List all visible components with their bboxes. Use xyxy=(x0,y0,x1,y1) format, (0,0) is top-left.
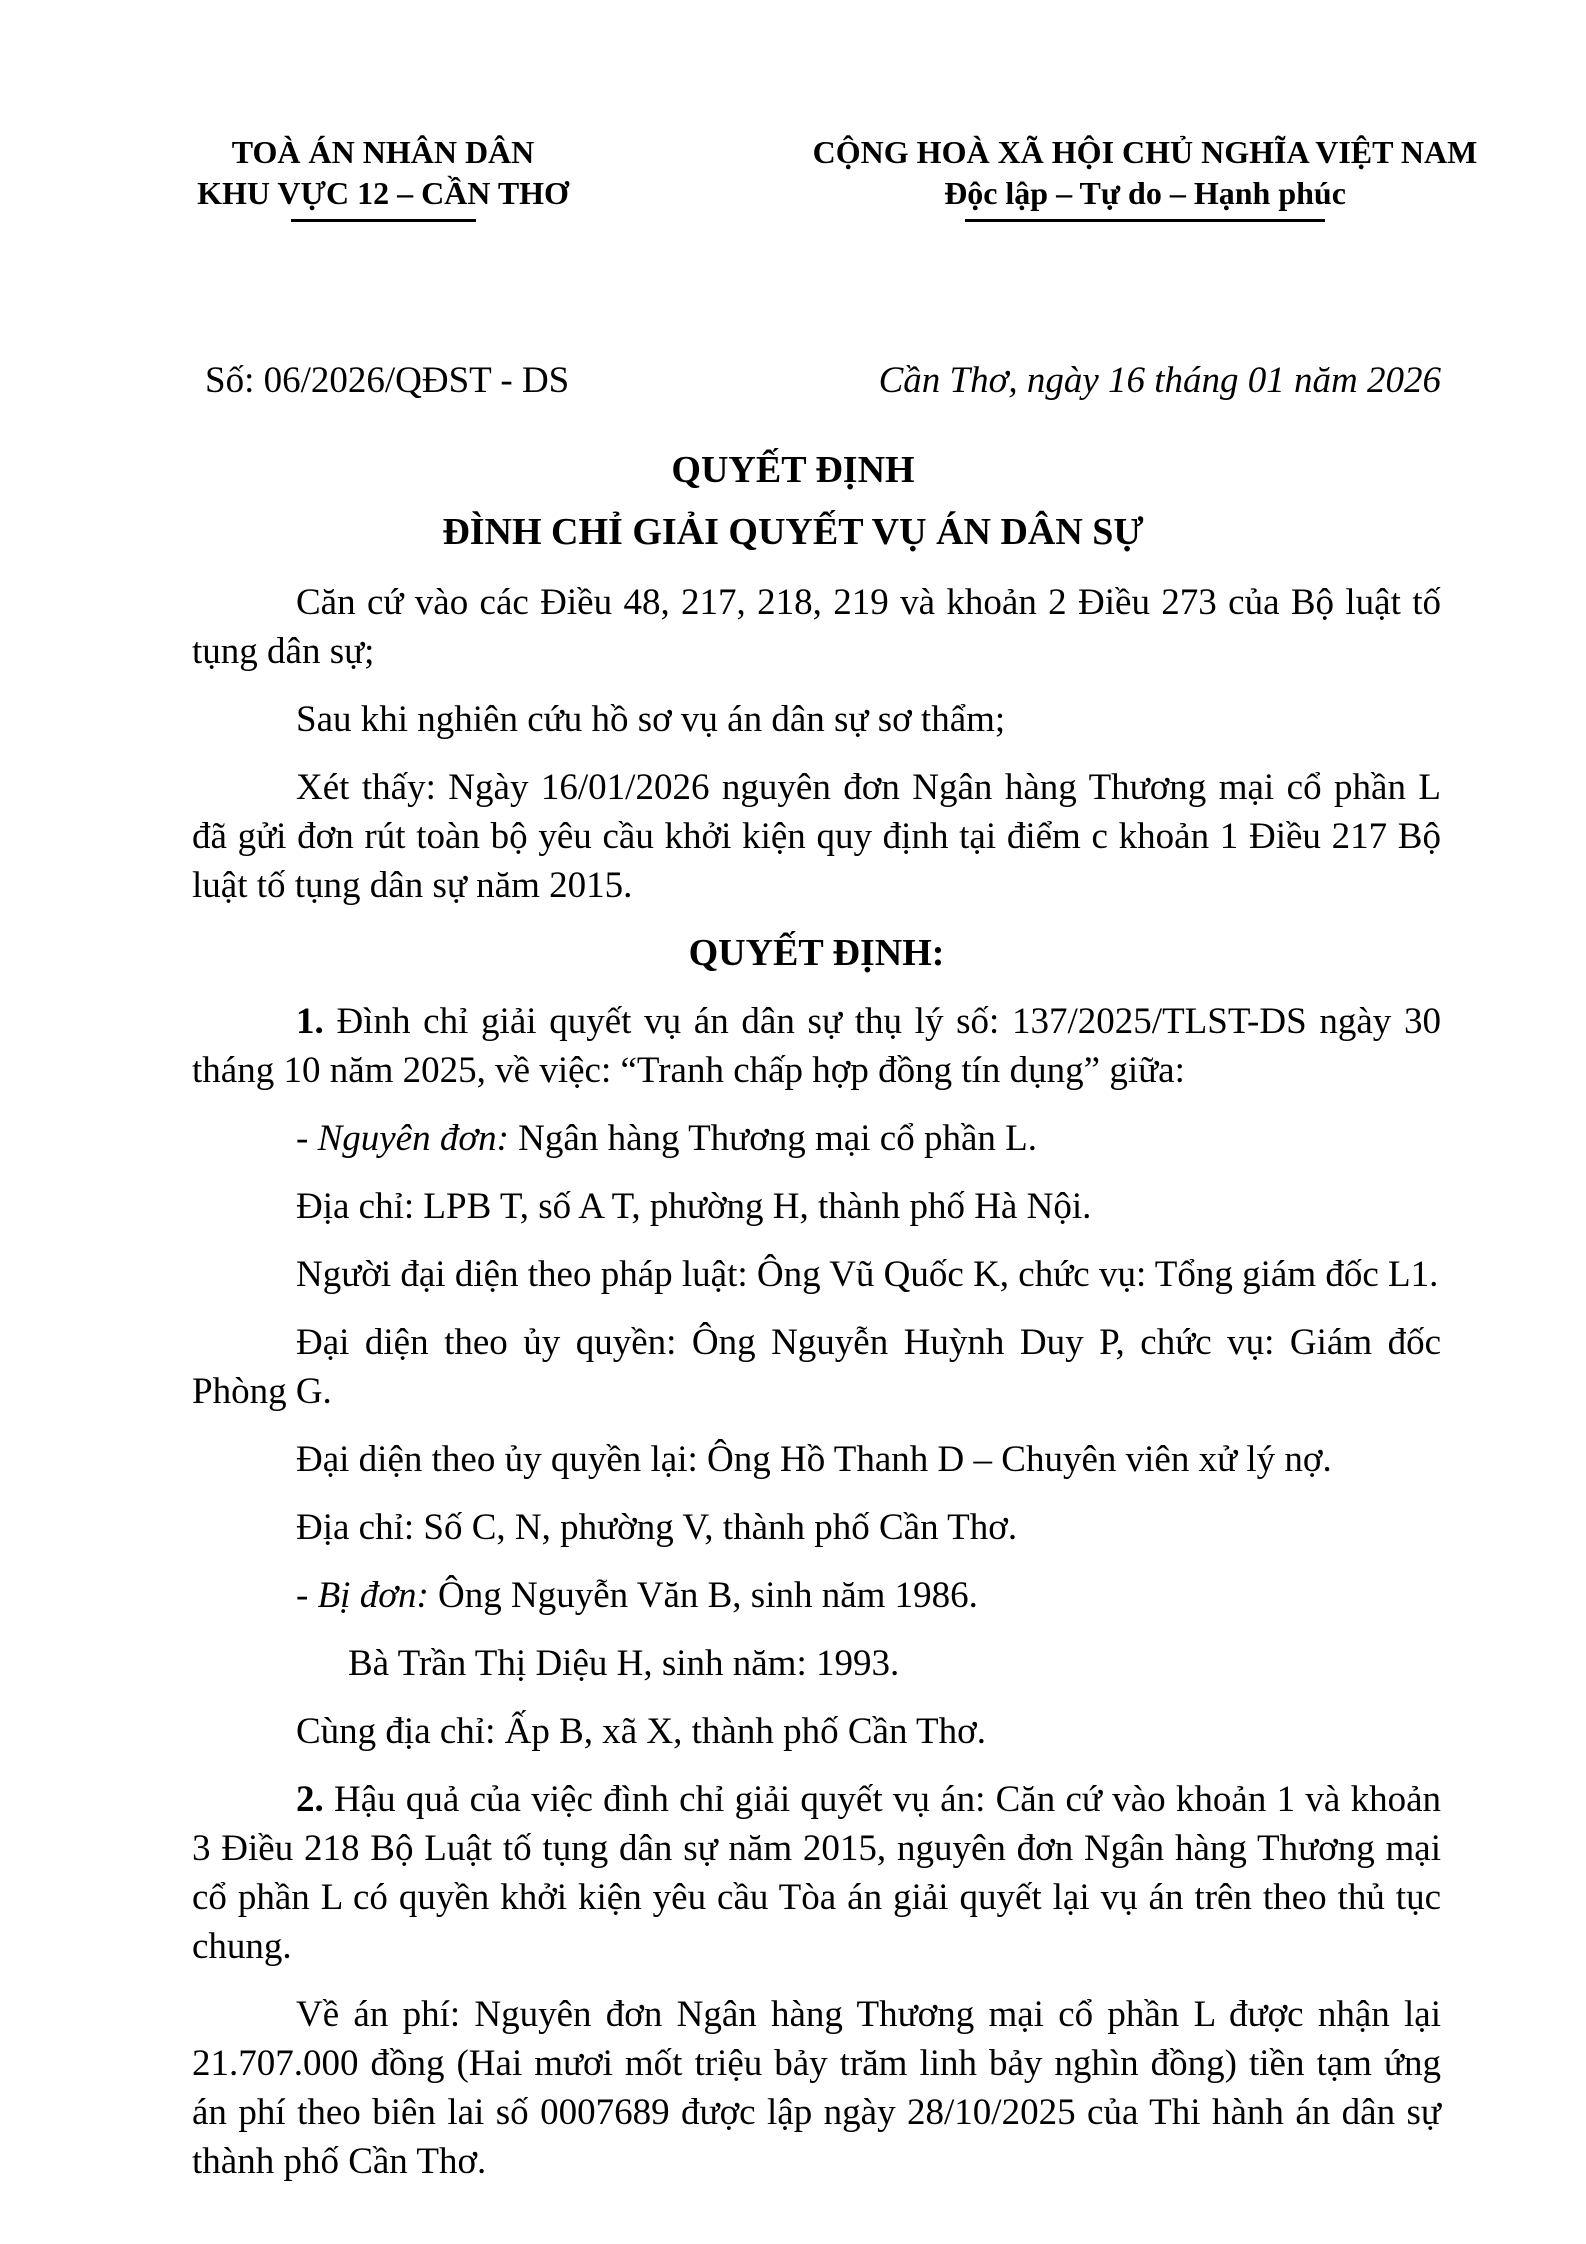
item-number: 1. xyxy=(296,1001,324,1042)
party-role-label: Bị đơn: xyxy=(317,1575,429,1616)
document-body xyxy=(192,578,1441,2186)
document-number: Số: 06/2026/QĐST - DS xyxy=(205,360,570,401)
document-header xyxy=(0,0,1586,292)
section-heading: QUYẾT ĐỊNH: xyxy=(688,932,945,974)
paragraph-text: Đại diện theo ủy quyền lại: Ông Hồ Thanh D – Chuyên viên xử lý nợ. xyxy=(296,1439,1332,1480)
decision-paragraph xyxy=(192,1503,1441,1552)
national-motto-line: Độc lập – Tự do – Hạnh phúc xyxy=(944,175,1346,211)
court-underline xyxy=(291,219,476,222)
decision-paragraph xyxy=(192,1182,1441,1231)
paragraph-text: Căn cứ vào các Điều 48, 217, 218, 219 và khoản 2 Điều 273 của Bộ luật tố tụng dân sự; xyxy=(192,582,1441,672)
decision-paragraph xyxy=(192,1435,1441,1484)
decision-paragraph xyxy=(192,997,1441,1095)
item-number: 2. xyxy=(296,1779,324,1820)
paragraph-text: Địa chỉ: Số C, N, phường V, thành phố Cần Thơ. xyxy=(296,1507,1018,1548)
paragraph-text: Đình chỉ giải quyết vụ án dân sự thụ lý số: 137/2025/TLST-DS ngày 30 tháng 10 năm 2025, về việc: “Tranh chấp hợp đồng tín dụng” giữa: xyxy=(192,1001,1441,1091)
decision-paragraph xyxy=(192,1990,1441,2186)
court-name-line2: KHU VỰC 12 – CẦN THƠ xyxy=(197,175,569,211)
decision-paragraph xyxy=(192,1775,1441,1971)
decision-paragraph xyxy=(192,1250,1441,1299)
paragraph-text: Ngân hàng Thương mại cổ phần L. xyxy=(508,1118,1037,1159)
decision-paragraph xyxy=(192,1707,1441,1756)
paragraph-text: Địa chỉ: LPB T, số A T, phường H, thành phố Hà Nội. xyxy=(296,1186,1092,1227)
paragraph-text: Về án phí: Nguyên đơn Ngân hàng Thương mại cổ phần L được nhận lại 21.707.000 đồng (Hai mươi mốt triệu bảy trăm linh bảy nghìn đồng) tiền tạm ứng án phí theo biên lai số 0007689 được lập ngày 28/10/2025 của Thi hành án dân sự thành phố Cần Thơ. xyxy=(192,1994,1441,2182)
dash-prefix: - xyxy=(296,1575,318,1616)
place-date: Cần Thơ, ngày 16 tháng 01 năm 2026 xyxy=(878,360,1441,401)
dash-prefix: - xyxy=(296,1118,318,1159)
court-name-line1: TOÀ ÁN NHÂN DÂN xyxy=(231,134,535,170)
paragraph-text: Sau khi nghiên cứu hồ sơ vụ án dân sự sơ thẩm; xyxy=(296,699,1006,740)
motto-underline xyxy=(965,219,1325,222)
meta-row xyxy=(205,358,1441,404)
paragraph-text: Xét thấy: Ngày 16/01/2026 nguyên đơn Ngân hàng Thương mại cổ phần L đã gửi đơn rút toàn bộ yêu cầu khởi kiện quy định tại điểm c khoản 1 Điều 217 Bộ luật tố tụng dân sự năm 2015. xyxy=(192,767,1441,906)
national-title-line: CỘNG HOÀ XÃ HỘI CHỦ NGHĨA VIỆT NAM xyxy=(812,134,1478,170)
decision-paragraph xyxy=(192,1318,1441,1416)
preamble-paragraph xyxy=(192,763,1441,910)
paragraph-text: Cùng địa chỉ: Ấp B, xã X, thành phố Cần Thơ. xyxy=(296,1711,986,1752)
party-role-label: Nguyên đơn: xyxy=(317,1118,509,1159)
paragraph-text: Đại diện theo ủy quyền: Ông Nguyễn Huỳnh Duy P, chức vụ: Giám đốc Phòng G. xyxy=(192,1322,1441,1412)
paragraph-text: Bà Trần Thị Diệu H, sinh năm: 1993. xyxy=(348,1643,900,1684)
preamble-paragraph xyxy=(192,578,1441,676)
paragraph-text: Người đại diện theo pháp luật: Ông Vũ Quốc K, chức vụ: Tổng giám đốc L1. xyxy=(296,1254,1439,1295)
paragraph-text: Ông Nguyễn Văn B, sinh năm 1986. xyxy=(428,1575,978,1616)
decision-paragraph xyxy=(192,1114,1441,1163)
document-title: QUYẾT ĐỊNH xyxy=(671,449,915,491)
decision-paragraph xyxy=(192,1639,1441,1688)
decision-paragraph xyxy=(192,1571,1441,1620)
court-name-block xyxy=(158,132,608,222)
paragraph-text: Hậu quả của việc đình chỉ giải quyết vụ án: Căn cứ vào khoản 1 và khoản 3 Điều 218 Bộ Luật tố tụng dân sự năm 2015, nguyên đơn Ngân hàng Thương mại cổ phần L có quyền khởi kiện yêu cầu Tòa án giải quyết lại vụ án trên theo thủ tục chung. xyxy=(192,1779,1441,1967)
national-motto-block xyxy=(800,132,1490,222)
document-subtitle: ĐÌNH CHỈ GIẢI QUYẾT VỤ ÁN DÂN SỰ xyxy=(442,511,1144,553)
preamble-paragraph xyxy=(192,695,1441,744)
